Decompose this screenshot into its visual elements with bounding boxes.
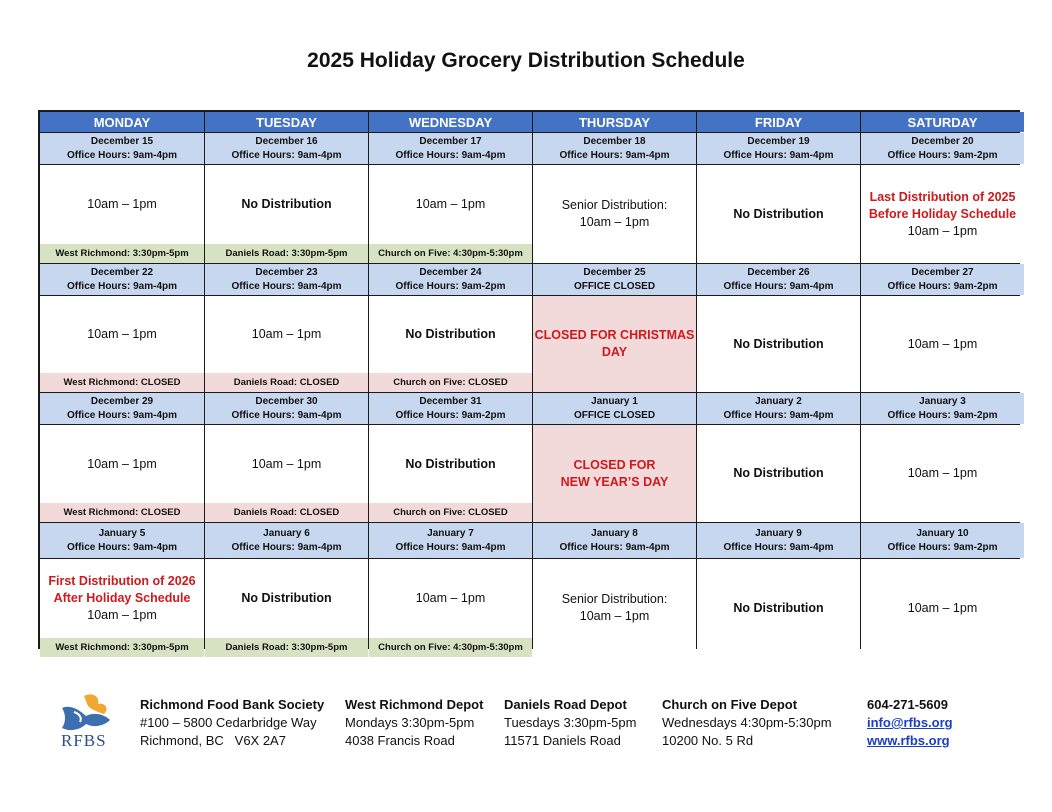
footer-daniels-depot	[504, 696, 636, 750]
date-label: January 8	[591, 527, 638, 539]
date-cell	[861, 133, 1024, 164]
date-label: January 7	[427, 527, 474, 539]
office-hours: OFFICE CLOSED	[573, 409, 656, 421]
date-cell	[533, 523, 696, 558]
date-label: January 3	[919, 395, 966, 407]
distribution-info	[697, 425, 860, 522]
org-name: Richmond Food Bank Society	[140, 697, 325, 712]
distribution-cell	[533, 296, 696, 392]
date-cell	[533, 264, 696, 295]
date-cell	[205, 393, 368, 424]
depot-hours: Daniels Road: CLOSED	[205, 373, 368, 392]
distribution-cell	[40, 296, 204, 392]
distribution-text: 10am – 1pm	[579, 215, 650, 229]
office-hours: Office Hours: 9am-2pm	[887, 409, 998, 421]
distribution-info	[205, 165, 368, 244]
distribution-cell	[205, 559, 368, 657]
distribution-info	[369, 296, 532, 373]
distribution-text: No Distribution	[733, 206, 824, 221]
distribution-info	[861, 425, 1024, 522]
distribution-text: 10am – 1pm	[87, 197, 157, 211]
date-label: December 22	[90, 266, 154, 278]
date-cell	[697, 133, 860, 164]
distribution-text: 10am – 1pm	[415, 197, 486, 211]
depot-hours: Church on Five: 4:30pm-5:30pm	[369, 638, 532, 657]
distribution-text: No Distribution	[733, 466, 824, 480]
office-hours: Office Hours: 9am-4pm	[395, 149, 506, 161]
distribution-text: 10am – 1pm	[907, 466, 978, 480]
distribution-cell	[369, 559, 532, 657]
west-depot-hours: Mondays 3:30pm-5pm	[345, 715, 475, 730]
notice-text: First Distribution of 2026	[48, 574, 196, 588]
date-label: December 18	[583, 135, 646, 147]
distribution-cell	[861, 296, 1024, 392]
distribution-info	[697, 559, 860, 657]
distribution-text: 10am – 1pm	[251, 327, 322, 341]
date-label: December 20	[911, 135, 974, 147]
org-address-1: #100 – 5800 Cedarbridge Way	[140, 715, 317, 730]
office-hours: Office Hours: 9am-2pm	[887, 541, 998, 553]
distribution-cell	[697, 165, 860, 263]
distribution-info	[40, 559, 204, 638]
distribution-cell	[40, 559, 204, 657]
schedule-table	[38, 110, 1020, 653]
office-hours: Office Hours: 9am-4pm	[723, 149, 834, 161]
distribution-text: No Distribution	[241, 591, 332, 605]
day-header-saturday: SATURDAY	[861, 112, 1024, 132]
date-label: December 15	[90, 135, 154, 147]
daniels-depot-address: 11571 Daniels Road	[504, 733, 621, 748]
date-cell	[369, 133, 532, 164]
website-link[interactable]: www.rfbs.org	[867, 733, 950, 748]
day-header-wednesday: WEDNESDAY	[369, 112, 532, 132]
distribution-cell	[205, 425, 368, 522]
date-label: December 23	[255, 266, 318, 278]
depot-hours: West Richmond: 3:30pm-5pm	[40, 244, 204, 263]
distribution-text: No Distribution	[241, 197, 332, 211]
distribution-info	[861, 296, 1024, 392]
distribution-text: No Distribution	[405, 456, 496, 471]
page-title: 2025 Holiday Grocery Distribution Schedule	[307, 49, 745, 72]
office-hours: Office Hours: 9am-4pm	[231, 280, 342, 292]
office-hours: Office Hours: 9am-4pm	[66, 280, 178, 292]
depot-hours: West Richmond: CLOSED	[40, 503, 204, 522]
date-cell	[861, 523, 1024, 558]
distribution-cell	[697, 296, 860, 392]
distribution-info	[697, 165, 860, 263]
date-cell	[533, 133, 696, 164]
notice-text: Last Distribution of 2025	[869, 189, 1016, 204]
depot-hours: West Richmond: 3:30pm-5pm	[40, 638, 204, 657]
date-label: December 16	[255, 135, 318, 147]
distribution-cell	[697, 559, 860, 657]
distribution-cell	[861, 425, 1024, 522]
footer-contact	[867, 696, 953, 750]
distribution-text: No Distribution	[405, 327, 496, 341]
date-cell	[40, 523, 204, 558]
date-cell	[697, 264, 860, 295]
notice-text: Before Holiday Schedule	[868, 206, 1017, 221]
date-label: January 9	[755, 527, 802, 539]
distribution-info	[40, 165, 204, 244]
distribution-text: 10am – 1pm	[907, 600, 978, 615]
church-depot-name: Church on Five Depot	[662, 697, 798, 712]
date-label: January 2	[755, 395, 802, 407]
office-hours: Office Hours: 9am-4pm	[723, 280, 834, 292]
date-cell	[861, 264, 1024, 295]
distribution-info	[369, 165, 532, 244]
distribution-cell	[369, 425, 532, 522]
distribution-text: 10am – 1pm	[415, 591, 486, 605]
office-hours: Office Hours: 9am-4pm	[559, 541, 670, 553]
distribution-cell	[533, 165, 696, 263]
distribution-info	[533, 425, 696, 522]
depot-hours: Church on Five: CLOSED	[369, 373, 532, 392]
office-hours: Office Hours: 9am-2pm	[395, 409, 506, 421]
contact-phone: 604-271-5609	[867, 697, 948, 712]
distribution-cell	[861, 165, 1024, 263]
date-label: December 17	[419, 135, 482, 147]
date-label: December 19	[747, 135, 810, 147]
date-label: December 29	[90, 395, 154, 407]
distribution-text: No Distribution	[733, 600, 824, 615]
distribution-text: 10am – 1pm	[251, 456, 322, 471]
org-address-2: Richmond, BC V6X 2A7	[140, 733, 286, 748]
date-cell	[369, 264, 532, 295]
date-label: January 6	[263, 527, 310, 539]
date-label: January 10	[916, 527, 969, 539]
office-hours: Office Hours: 9am-4pm	[559, 149, 670, 161]
date-label: December 25	[583, 266, 646, 278]
day-header-thursday: THURSDAY	[533, 112, 696, 132]
distribution-cell	[533, 425, 696, 522]
date-cell	[40, 133, 204, 164]
office-hours: Office Hours: 9am-4pm	[723, 409, 834, 421]
office-hours: Office Hours: 9am-4pm	[231, 409, 342, 421]
distribution-text: Senior Distribution:	[561, 198, 668, 212]
email-link[interactable]: info@rfbs.org	[867, 715, 953, 730]
date-label: December 24	[419, 266, 482, 278]
office-hours: Office Hours: 9am-2pm	[395, 280, 506, 292]
date-cell	[697, 393, 860, 424]
notice-text: NEW YEAR’S DAY	[560, 474, 669, 489]
office-hours: OFFICE CLOSED	[573, 280, 656, 292]
date-cell	[533, 393, 696, 424]
day-header-friday: FRIDAY	[697, 112, 860, 132]
distribution-info	[533, 296, 696, 392]
notice-text: DAY	[601, 345, 628, 359]
date-label: January 1	[591, 395, 638, 407]
distribution-cell	[861, 559, 1024, 657]
distribution-text: 10am – 1pm	[87, 456, 157, 471]
distribution-cell	[369, 296, 532, 392]
depot-hours: Daniels Road: CLOSED	[205, 503, 368, 522]
footer-west-depot	[345, 696, 483, 750]
footer-org	[140, 696, 324, 750]
church-depot-address: 10200 No. 5 Rd	[662, 733, 754, 748]
date-label: December 31	[419, 395, 482, 407]
date-label: January 5	[98, 527, 146, 539]
distribution-cell	[697, 425, 860, 522]
distribution-info	[533, 559, 696, 657]
date-label: December 30	[255, 395, 318, 407]
distribution-info	[861, 165, 1024, 263]
distribution-cell	[369, 165, 532, 263]
distribution-text: Senior Distribution:	[561, 592, 668, 606]
distribution-info	[205, 425, 368, 503]
office-hours: Office Hours: 9am-4pm	[66, 541, 178, 553]
office-hours: Office Hours: 9am-4pm	[723, 541, 834, 553]
office-hours: Office Hours: 9am-4pm	[395, 541, 506, 553]
distribution-info	[861, 559, 1024, 657]
distribution-info	[40, 296, 204, 373]
date-cell	[40, 264, 204, 295]
distribution-info	[205, 559, 368, 638]
daniels-depot-name: Daniels Road Depot	[504, 697, 627, 712]
distribution-text: 10am – 1pm	[907, 223, 978, 238]
date-cell	[205, 523, 368, 558]
distribution-text: 10am – 1pm	[87, 327, 157, 341]
office-hours: Office Hours: 9am-4pm	[231, 541, 342, 553]
office-hours: Office Hours: 9am-4pm	[231, 149, 342, 161]
depot-hours: Daniels Road: 3:30pm-5pm	[205, 638, 368, 657]
distribution-text: 10am – 1pm	[907, 336, 978, 351]
distribution-info	[205, 296, 368, 373]
date-cell	[697, 523, 860, 558]
notice-text: After Holiday Schedule	[53, 591, 191, 605]
distribution-text: No Distribution	[733, 336, 824, 351]
logo-text: RFBS	[61, 731, 107, 750]
office-hours: Office Hours: 9am-2pm	[887, 149, 998, 161]
distribution-text: 10am – 1pm	[579, 609, 650, 623]
distribution-info	[533, 165, 696, 263]
date-label: December 26	[747, 266, 810, 278]
west-depot-address: 4038 Francis Road	[345, 733, 455, 748]
date-cell	[205, 264, 368, 295]
office-hours: Office Hours: 9am-4pm	[66, 409, 178, 421]
office-hours: Office Hours: 9am-4pm	[66, 149, 178, 161]
distribution-info	[369, 425, 532, 503]
depot-hours: Church on Five: 4:30pm-5:30pm	[369, 244, 532, 263]
distribution-cell	[533, 559, 696, 657]
date-cell	[861, 393, 1024, 424]
depot-hours: West Richmond: CLOSED	[40, 373, 204, 392]
distribution-cell	[40, 165, 204, 263]
distribution-text: 10am – 1pm	[87, 608, 157, 622]
distribution-info	[697, 296, 860, 392]
depot-hours: Church on Five: CLOSED	[369, 503, 532, 522]
date-cell	[369, 393, 532, 424]
distribution-info	[369, 559, 532, 638]
distribution-cell	[40, 425, 204, 522]
date-cell	[369, 523, 532, 558]
office-hours: Office Hours: 9am-2pm	[887, 280, 998, 292]
notice-text: CLOSED FOR CHRISTMAS	[534, 328, 695, 342]
west-depot-name: West Richmond Depot	[345, 697, 484, 712]
date-cell	[40, 393, 204, 424]
footer-church-depot	[662, 696, 832, 750]
notice-text: CLOSED FOR	[573, 457, 656, 472]
church-depot-hours: Wednesdays 4:30pm-5:30pm	[662, 715, 832, 730]
distribution-cell	[205, 296, 368, 392]
distribution-info	[40, 425, 204, 503]
day-header-tuesday: TUESDAY	[205, 112, 368, 132]
day-header-monday: MONDAY	[40, 112, 204, 132]
date-label: December 27	[911, 266, 974, 278]
distribution-cell	[205, 165, 368, 263]
date-cell	[205, 133, 368, 164]
depot-hours: Daniels Road: 3:30pm-5pm	[205, 244, 368, 263]
daniels-depot-hours: Tuesdays 3:30pm-5pm	[504, 715, 637, 730]
